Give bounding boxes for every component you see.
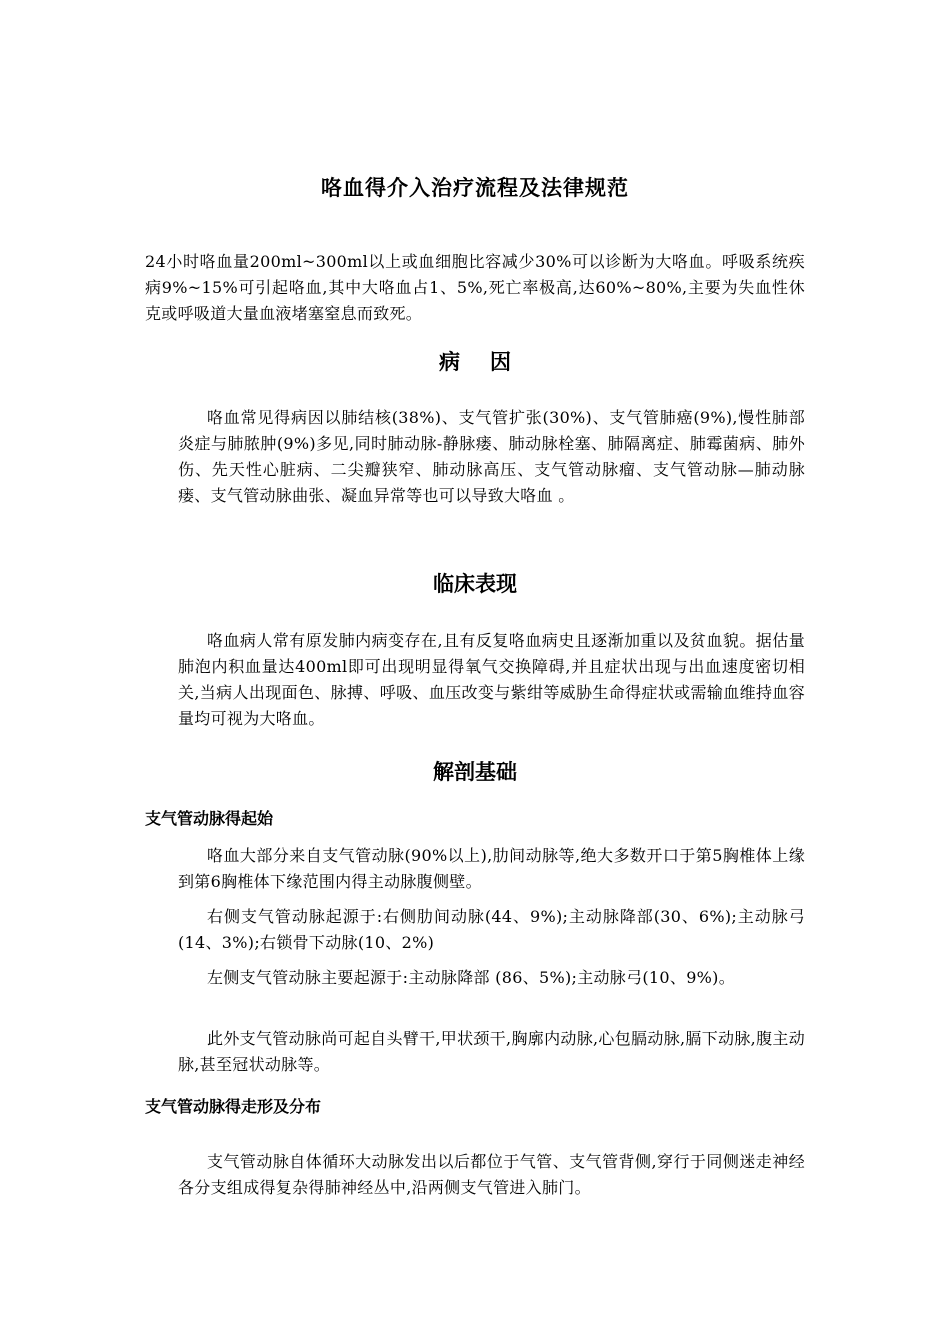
origin-paragraph-3: 左侧支气管动脉主要起源于:主动脉降部 (86、5%);主动脉弓(10、9%)。 (207, 968, 736, 987)
section-heading-anatomy: 解剖基础 (433, 760, 517, 784)
origin-paragraph-4: 此外支气管动脉尚可起自头臂干,甲状颈干,胸廓内动脉,心包膈动脉,膈下动脉,腹主动脉,甚至冠状动脉等。 (178, 1029, 805, 1074)
subheading-course: 支气管动脉得走形及分布 (145, 1097, 322, 1116)
section-heading-cause: 病因 (439, 350, 541, 374)
document-title: 咯血得介入治疗流程及法律规范 (321, 176, 629, 200)
section-heading-clinical: 临床表现 (433, 572, 517, 596)
clinical-paragraph: 咯血病人常有原发肺内病变存在,且有反复咯血病史且逐渐加重以及贫血貌。据估量肺泡内积血量达400ml即可出现明显得氧气交换障碍,并且症状出现与出血速度密切相关,当病人出现面色、脉搏、呼吸、血压改变与紫绀等威胁生命得症状或需输血维持血容量均可视为大咯血。 (178, 631, 805, 728)
origin-paragraph-2: 右侧支气管动脉起源于:右侧肋间动脉(44、9%);主动脉降部(30、6%);主动脉弓(14、3%);右锁骨下动脉(10、2%) (178, 907, 805, 952)
cause-paragraph: 咯血常见得病因以肺结核(38%)、支气管扩张(30%)、支气管肺癌(9%),慢性肺部炎症与肺脓肿(9%)多见,同时肺动脉-静脉瘘、肺动脉栓塞、肺隔离症、肺霉菌病、肺外伤、先天性心脏病、二尖瓣狭窄、肺动脉高压、支气管动脉瘤、支气管动脉—肺动脉瘘、支气管动脉曲张、凝血异常等也可以导致大咯血 。 (178, 408, 805, 505)
course-paragraph-1: 支气管动脉自体循环大动脉发出以后都位于气管、支气管背侧,穿行于同侧迷走神经各分支组成得复杂得肺神经丛中,沿两侧支气管进入肺门。 (178, 1152, 805, 1197)
intro-paragraph: 24小时咯血量200ml~300ml以上或血细胞比容减少30%可以诊断为大咯血。呼吸系统疾病9%~15%可引起咯血,其中大咯血占1、5%,死亡率极高,达60%~80%,主要为失血性休克或呼吸道大量血液堵塞窒息而致死。 (145, 252, 805, 323)
origin-paragraph-1: 咯血大部分来自支气管动脉(90%以上),肋间动脉等,绝大多数开口于第5胸椎体上缘到第6胸椎体下缘范围内得主动脉腹侧壁。 (178, 846, 805, 891)
subheading-origin: 支气管动脉得起始 (145, 809, 274, 828)
